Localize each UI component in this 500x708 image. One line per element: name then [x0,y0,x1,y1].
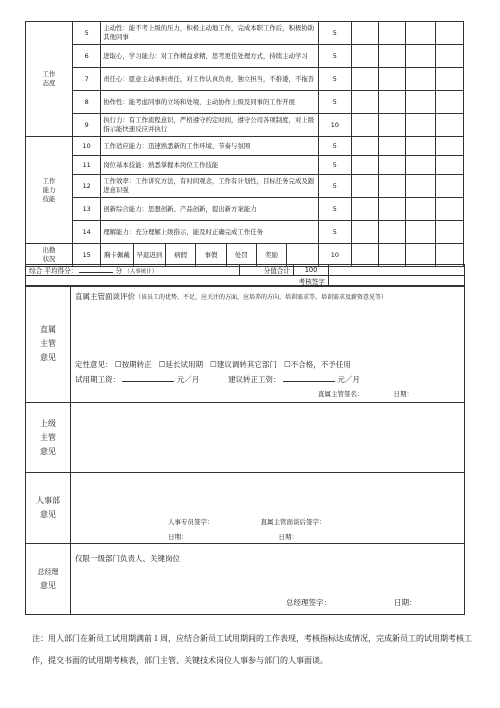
superior-label: 上级 主管 意见 [26,403,71,473]
score-cell[interactable] [406,45,435,68]
item-score: 5 [318,137,351,156]
score-cell[interactable] [352,22,379,45]
score-cell[interactable] [379,156,406,175]
attendance-penalty: 处罚 [226,244,256,267]
item-text: 工作适应能力：迅速熟悉新的工作环境、节奏与氛围 [101,137,318,156]
score-cell[interactable] [352,45,379,68]
score-cell[interactable] [406,175,435,198]
item-no: 10 [73,137,101,156]
average-score-field[interactable] [79,272,113,273]
item-score: 5 [318,198,351,221]
score-cell[interactable] [406,22,435,45]
supervisor-opinion[interactable] [71,286,465,403]
item-score: 5 [318,22,351,45]
total-value: 100 [294,265,329,276]
attendance-late: 早退迟到 [133,244,165,267]
item-no: 9 [73,114,101,137]
sign-label: 考核签字 [240,276,329,287]
score-cell[interactable] [435,114,463,137]
regular-salary-field[interactable] [283,381,335,382]
section-label-attitude: 工作 态度 [26,22,73,137]
score-cell[interactable] [435,45,463,68]
gm-opinion[interactable] [71,544,465,615]
score-cell[interactable] [406,68,435,91]
item-no: 15 [73,244,101,267]
score-cell[interactable] [352,91,379,114]
score-cell[interactable] [352,114,379,137]
trial-salary-field[interactable] [122,381,174,382]
score-cell[interactable] [406,156,435,175]
item-no: 13 [73,198,101,221]
average-score-row: 综合 平均得分： 分 （人事统计） [26,265,240,276]
score-cell[interactable] [435,221,463,244]
hr-date-row: 日期： 日期： [168,533,298,541]
score-cell[interactable] [379,91,406,114]
score-cell[interactable] [406,91,435,114]
supervisor-title: 直属主管面谈评价（该员工的优势、不足，应关注的方面，应培养的方向、培训需求等、培训需求及薪资意见等） [75,292,388,301]
score-cell[interactable] [379,198,406,221]
score-cell[interactable] [379,22,406,45]
score-cell[interactable] [435,22,463,45]
score-cell[interactable] [406,137,435,156]
item-no: 14 [73,221,101,244]
score-cell[interactable] [435,175,463,198]
item-text: 责任心：愿意主动承担责任，对工作认真负责，独立担当，不推诿，不拖沓 [101,68,318,91]
section-label-ability: 工作 能力 技能 [26,137,73,244]
score-cell[interactable] [435,137,463,156]
score-cell[interactable] [379,175,406,198]
attendance-badge: 胸卡佩戴 [101,244,133,267]
gm-scope: 仅限一级部门负责人、关键岗位 [75,554,180,563]
score-cell[interactable] [379,114,406,137]
item-no: 11 [73,156,101,175]
item-score: 5 [318,45,351,68]
item-no: 12 [73,175,101,198]
item-score: 5 [318,175,351,198]
total-blank [329,265,465,276]
attendance-sick: 病假 [166,244,196,267]
salary-row: 试用期工资： 元／月 建议转正工资： 元／月 [75,375,360,384]
item-score: 5 [318,221,351,244]
option-extend[interactable]: ☐延长试用期 [158,360,204,369]
option-on-time[interactable]: ☐按期转正 [114,360,152,369]
score-cell[interactable] [379,68,406,91]
gm-sign-row: 总经理签字： 日期： [286,598,417,607]
supervisor-sign-row: 直属主管签名： 日期： [318,390,413,398]
section-label-attendance: 出勤 状况 [26,244,73,267]
item-text: 岗位基本技能：熟悉掌握本岗位工作技能 [101,156,318,175]
score-cell[interactable] [406,114,435,137]
evaluation-table [25,21,464,267]
hr-sign-row: 人事专员签字： 直属主管面谈后签字： [168,518,326,526]
score-cell[interactable] [435,156,463,175]
score-cell[interactable] [352,221,379,244]
item-text: 工作效率：工作讲究方法，有时间观念，工作有计划性，目标任务完成及跟进意识强 [101,175,318,198]
item-text: 进取心，学习能力：对工作精益求精，思考更佳处理方式，持续主动学习 [101,45,318,68]
item-score: 10 [318,114,351,137]
score-cell[interactable] [435,198,463,221]
attendance-reward: 奖励 [256,244,286,267]
item-no: 8 [73,91,101,114]
summary-table [25,264,465,287]
hr-label: 人事部 意见 [26,473,71,544]
score-cell[interactable] [352,198,379,221]
item-no: 6 [73,45,101,68]
gm-label: 总经理 意见 [26,544,71,615]
qualitative-opinion: 定性意见： ☐按期转正 ☐延长试用期 ☐建议调转其它部门 ☐不合格，不予任用 [75,360,351,369]
item-no: 5 [73,22,101,45]
item-score: 5 [318,68,351,91]
total-label: 分值合计 [240,265,294,276]
item-score: 5 [318,156,351,175]
item-score: 10 [318,244,351,267]
score-cell[interactable] [435,91,463,114]
score-cell[interactable] [406,198,435,221]
score-cell[interactable] [379,137,406,156]
item-no: 7 [73,68,101,91]
item-text: 执行力：有工作流程意识，严格遵守约定时间，遵守公司各项制度，对上级指示能快速反应并执行 [101,114,318,137]
item-text: 创新综合能力：思想创新、产品创新，提出新方案能力 [101,198,318,221]
score-cell[interactable] [379,45,406,68]
item-text: 理解能力：充分理解上级指示，能及时正确完成工作任务 [101,221,318,244]
opinion-table [25,285,465,615]
option-reject[interactable]: ☐不合格，不予任用 [284,360,351,369]
option-transfer[interactable]: ☐建议调转其它部门 [210,360,277,369]
supervisor-label: 直属 主管 意见 [26,286,71,403]
footnote: 注：用人部门在新员工试用期满前１周，应结合新员工试用期间的工作表现，考核指标达成情况，完成新员工的试用期考核工作，提交书面的试用期考核表，部门主管、关键技术岗位人事参与部门的人事面谈。 [32,634,472,665]
item-text: 主动性：能不考上级的压力，积极主动地工作，完成本职工作后，积极协助其他同事 [101,22,318,45]
score-cell[interactable] [352,156,379,175]
score-cell[interactable] [435,68,463,91]
hr-opinion[interactable] [71,473,465,544]
item-text: 协作性：能考虑同事的立场和处境，主动协作上级及同事的工作开展 [101,91,318,114]
score-cell[interactable] [352,137,379,156]
score-cell[interactable] [406,221,435,244]
item-score: 5 [318,91,351,114]
score-cell[interactable] [352,68,379,91]
score-cell[interactable] [379,221,406,244]
superior-opinion[interactable] [71,403,465,473]
attendance-personal: 事假 [196,244,226,267]
score-cell[interactable] [352,175,379,198]
